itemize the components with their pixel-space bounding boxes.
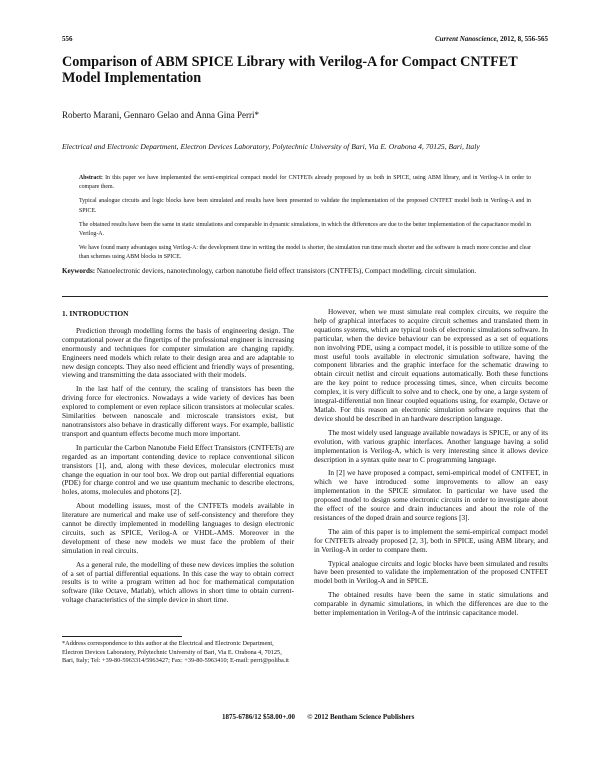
- keywords-label: Keywords:: [62, 267, 96, 275]
- journal-issue: 2012, 8, 556-565: [498, 35, 548, 43]
- left-column: [62, 310, 294, 610]
- abstract-para-4: We have found many advantages using Verilog-A: the development time in writing the model is shorter, the simulation run time much shorter and the software is much more concise and clear than schemes using ABM blocks in SPICE.: [79, 245, 531, 261]
- abstract-para-3: The obtained results have been the same in static simulations and comparable in dynamic simulations, in which the differences are due to the better implementation of the capacitance model in Verilog-A.: [79, 221, 531, 238]
- affiliation: Electrical and Electronic Department, Electron Devices Laboratory, Polytechnic University of Bari, Via E. Orabona 4, 70125, Bari, Italy: [62, 142, 480, 151]
- paragraph: In [2] we have proposed a compact, semi-empirical model of CNTFET, in which we have introduced some improvements to allow an easy implementation in the SPICE simulator. In particular we have used the proposed model to design some electronic circuits in order to investigate about the effect of the source and drain inductances and about the role of the resistances of the doped drain and source regions [3].: [314, 468, 548, 522]
- abstract-text-1: In this paper we have implemented the semi-empirical compact model for CNTFETs already proposed by us both in SPICE, using ABM library, and in Verilog-A in order to compare them.: [79, 175, 531, 191]
- abstract-para-2: Typical analogue circuits and logic blocks have been simulated and results have been presented to validate the implementation of the proposed CNTFET model both in Verilog-A and in SPICE.: [79, 198, 531, 214]
- paragraph: Typical analogue circuits and logic blocks have been simulated and results have been presented to validate the implementation of the proposed CNTFET model both in Verilog-A and in SPICE.: [314, 558, 548, 586]
- author-list: Roberto Marani, Gennaro Gelao and Anna Gina Perri*: [62, 110, 259, 120]
- keywords-text: Nanoelectronic devices, nanotechnology, carbon nanotube field effect transistors (CNTFETs), Compact modelling, circuit simulation.: [95, 267, 477, 275]
- paragraph: The aim of this paper is to implement the semi-empirical compact model for CNTFETs already proposed [2, 3], both in SPICE, using ABM library, and in Verilog-A in order to compare them.: [314, 526, 548, 554]
- journal-name: Current Nanoscience,: [435, 35, 499, 43]
- paragraph: As a general rule, the modelling of these new devices implies the solution of a set of partial differential equations. In this case the way to obtain correct results is to write a program written ad hoc for mathematical computation software (like Octave, Matlab), which allows in short time to obtain current-voltage characteristics of the simple device in short time.: [62, 559, 294, 605]
- abstract: [79, 174, 531, 268]
- page-footer: 1875-6786/12 $58.00+.00 © 2012 Bentham Science Publishers: [222, 713, 415, 721]
- page-number: 556: [62, 35, 73, 43]
- paragraph: In particular the Carbon Nanotube Field Effect Transistors (CNTFETs) are regarded as an important contending device to replace conventional silicon transistors [1], and, along with these devices, molecular electronics must change the equation in our tool box. We drop out partial differential equations (PDE) for charge control and we use quantum mechanic to describe electrons, holes, atoms, molecules and photons [2].: [62, 442, 294, 497]
- paragraph: In the last half of the century, the scaling of transistors has been the driving force for electronics. Nowadays a wide variety of devices has been explored to complement or even replace silicon transistors at molecular scales. Similarities between nanoscale and microscale transistors exist, but nanotransistors also behave in drastically different ways. For example, ballistic transport and quantum effects become much more important.: [62, 384, 294, 438]
- right-column: [314, 308, 548, 623]
- keywords-divider: [62, 296, 548, 297]
- abstract-para-1: [79, 174, 531, 192]
- keywords: [62, 266, 548, 276]
- section-heading: 1. INTRODUCTION: [62, 309, 129, 318]
- correspondence-footnote: *Address correspondence to this author at the Electrical and Electronic Department, Electron Devices Laboratory, Polytechnic University of Bari, Via E. Orabona 4, 70125, Bari, Italy; Tel: +39-80-5963314/5963427; Fax: +39-80-5963410; E-mail: perri@poliba.it: [62, 640, 289, 665]
- footnote-divider: [62, 636, 182, 637]
- paragraph: The obtained results have been the same in static simulations and comparable in dynamic simulations, in which the differences are due to the better implementation in Verilog-A of the intrinsic capacitance model.: [314, 590, 548, 618]
- journal-citation: [435, 35, 548, 43]
- paragraph: Prediction through modelling forms the basis of engineering design. The computational power at the fingertips of the professional engineer is increasing enormously and techniques for computer simulation are changing rapidly. Engineers need models which relate to their design area and are adaptable to new design concepts. They also need efficient and friendly ways of presenting, viewing and transmitting the data associated with their models.: [62, 325, 294, 380]
- paragraph: However, when we must simulate real complex circuits, we require the help of graphical interfaces to acquire circuit schemes and translated them in equations systems, which are typical tools of electronic simulations software. In particular, when the device behaviour can be expressed as a set of equations non involving PDE, using a compact model, it is possible to utilize some of the most useful tools available in electronic simulation software, having the component libraries and the graphic interface for the schematic drawing to obtain circuit netlist and circuit equations automatically. Both these functions are the key point to reduce processing times, since, when circuits become complex, it is very difficult to solve and to check, one by one, a large system of integral-differential non linear coupled equations using, for example, Octave or Matlab. For this reason an electronic simulation software requires that the device should be described in an hardware description language.: [314, 307, 548, 423]
- paragraph: The most widely used language available nowadays is SPICE, or any of its evolution, with various graphic interfaces. Another language having a solid implementation is Verilog-A, which is very interesting since it allows device description in a syntax quite near to C programming language.: [314, 427, 548, 464]
- paragraph: About modelling issues, most of the CNTFETs models available in literature are numerical and make use of self-consistency and therefore they cannot be directly implemented in modelling languages to design electronic circuits, such as SPICE, Verilog-A or VHDL-AMS. Moreover in the development of these new models we must face the problem of their simulation in real circuits.: [62, 501, 294, 555]
- paper-title: Comparison of ABM SPICE Library with Verilog-A for Compact CNTFET Model Implementation: [62, 54, 518, 86]
- running-header: [62, 35, 548, 47]
- abstract-label: Abstract:: [79, 175, 103, 181]
